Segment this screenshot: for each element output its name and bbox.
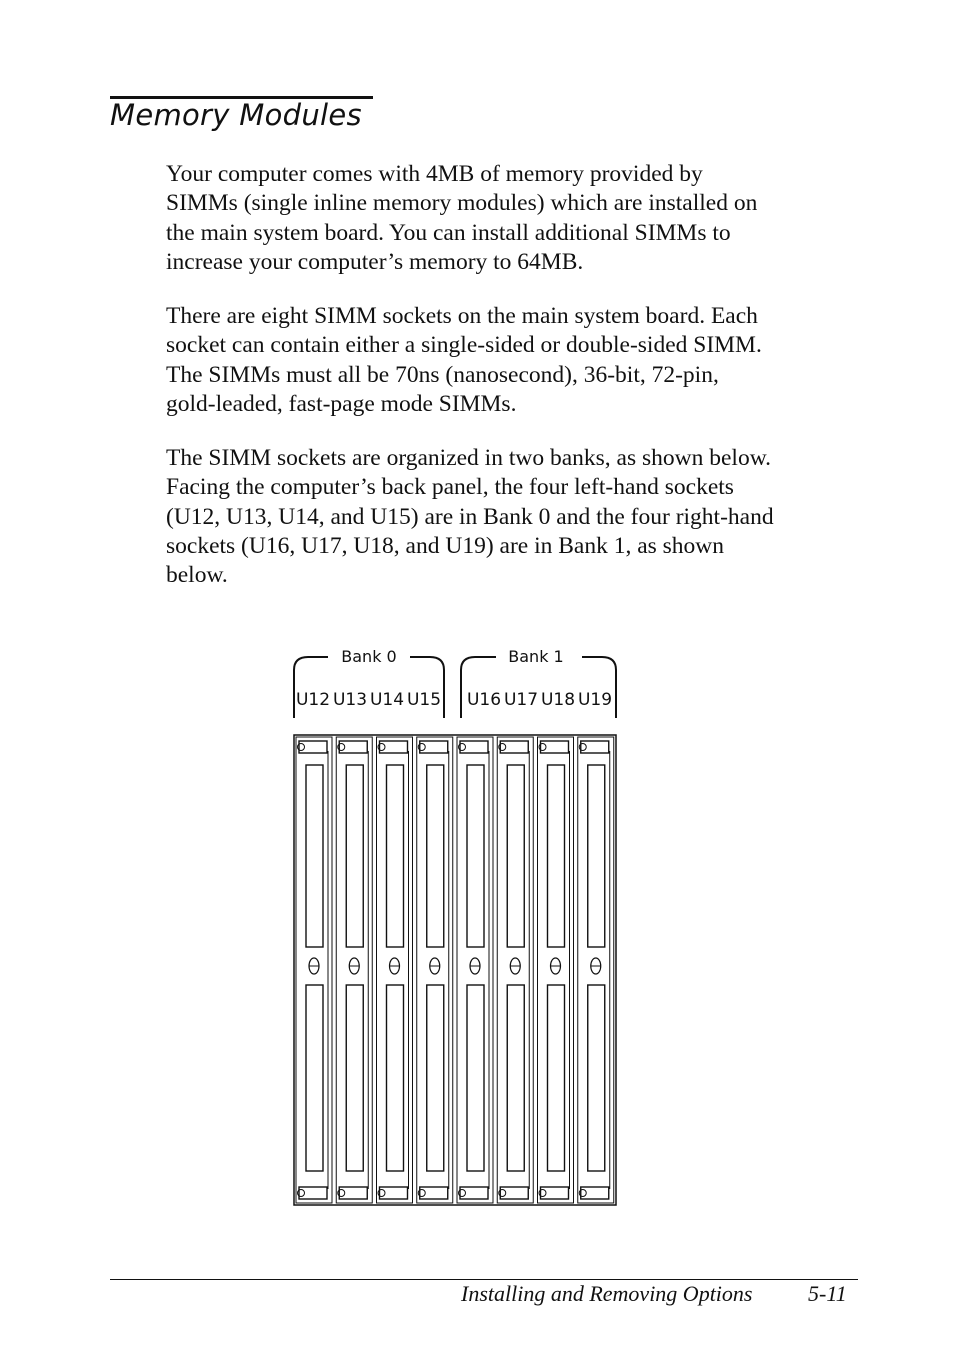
- paragraph-memory-intro: [166, 160, 866, 277]
- socket-frame: [417, 737, 453, 1203]
- socket-slot-upper: [588, 765, 605, 947]
- text-line: increase your computer’s memory to 64MB.: [166, 248, 584, 275]
- socket-slot-upper: [387, 765, 404, 947]
- socket-slot-lower: [467, 985, 484, 1171]
- text-line: below.: [166, 562, 228, 589]
- socket-label-u15: U15: [406, 690, 442, 710]
- simm-socket: [457, 737, 493, 1203]
- simm-socket-diagram: [282, 640, 632, 1220]
- simm-socket: [578, 737, 614, 1203]
- socket-slot-lower: [427, 985, 444, 1171]
- socket-bottom-latch: [541, 1187, 569, 1199]
- socket-label-u19: U19: [577, 690, 613, 710]
- text-line: gold-leaded, fast-page mode SIMMs.: [166, 390, 517, 417]
- socket-frame: [377, 737, 413, 1203]
- bank-0-label: Bank 0: [341, 647, 397, 666]
- socket-label-u17: U17: [503, 690, 539, 710]
- simm-sockets: [296, 737, 614, 1203]
- text-line: the main system board. You can install additional SIMMs to: [166, 219, 731, 246]
- socket-label-u13: U13: [332, 690, 368, 710]
- socket-bottom-latch: [339, 1187, 367, 1199]
- socket-slot-upper: [306, 765, 323, 947]
- socket-bottom-latch: [500, 1187, 528, 1199]
- socket-top-latch: [581, 741, 609, 753]
- simm-socket: [417, 737, 453, 1203]
- socket-frame: [457, 737, 493, 1203]
- text-line: socket can contain either a single-sided or double-sided SIMM.: [166, 332, 762, 359]
- socket-slot-lower: [548, 985, 565, 1171]
- socket-bottom-latch: [420, 1187, 448, 1199]
- socket-block-outline: [294, 735, 616, 1205]
- bank-1-label: Bank 1: [508, 647, 564, 666]
- text-line: The SIMM sockets are organized in two banks, as shown below.: [166, 445, 772, 471]
- socket-slot-lower: [346, 985, 363, 1171]
- footer-rule: [110, 1279, 858, 1280]
- text-line: sockets (U16, U17, U18, and U19) are in Bank 1, as shown: [166, 532, 725, 559]
- simm-socket: [377, 737, 413, 1203]
- socket-slot-lower: [387, 985, 404, 1171]
- socket-top-latch: [339, 741, 367, 753]
- socket-slot-upper: [346, 765, 363, 947]
- socket-slot-upper: [548, 765, 565, 947]
- socket-frame: [538, 737, 574, 1203]
- socket-slot-lower: [306, 985, 323, 1171]
- socket-bottom-latch: [299, 1187, 327, 1199]
- page-title: Memory Modules: [110, 98, 362, 132]
- socket-label-u16: U16: [466, 690, 502, 710]
- text-line: SIMMs (single inline memory modules) which are installed on: [166, 190, 758, 217]
- socket-bottom-latch: [460, 1187, 488, 1199]
- text-line: Facing the computer’s back panel, the four left-hand sockets: [166, 474, 734, 501]
- socket-top-latch: [420, 741, 448, 753]
- simm-socket: [336, 737, 372, 1203]
- paragraph-bank-organization: [166, 444, 866, 590]
- socket-frame: [497, 737, 533, 1203]
- socket-bottom-latch: [581, 1187, 609, 1199]
- socket-slot-lower: [588, 985, 605, 1171]
- socket-slot-upper: [507, 765, 524, 947]
- text-line: The SIMMs must all be 70ns (nanosecond), 36-bit, 72-pin,: [166, 361, 719, 388]
- text-line: (U12, U13, U14, and U15) are in Bank 0 and the four right-hand: [166, 503, 774, 530]
- socket-top-latch: [299, 741, 327, 753]
- socket-top-latch: [500, 741, 528, 753]
- socket-slot-upper: [427, 765, 444, 947]
- text-line: There are eight SIMM sockets on the main system board. Each: [166, 303, 758, 329]
- simm-socket: [497, 737, 533, 1203]
- footer-section-title: Installing and Removing Options: [461, 1281, 753, 1306]
- paragraph-simm-sockets: [166, 302, 866, 419]
- socket-frame: [296, 737, 332, 1203]
- socket-frame: [336, 737, 372, 1203]
- socket-top-latch: [460, 741, 488, 753]
- socket-label-u12: U12: [295, 690, 331, 710]
- socket-bottom-latch: [380, 1187, 408, 1199]
- text-line: Your computer comes with 4MB of memory provided by: [166, 161, 703, 187]
- socket-slot-upper: [467, 765, 484, 947]
- socket-top-latch: [380, 741, 408, 753]
- footer-page-number: 5-11: [808, 1281, 847, 1306]
- simm-socket: [296, 737, 332, 1203]
- socket-top-latch: [541, 741, 569, 753]
- simm-socket: [538, 737, 574, 1203]
- socket-frame: [578, 737, 614, 1203]
- socket-label-u14: U14: [369, 690, 405, 710]
- socket-slot-lower: [507, 985, 524, 1171]
- socket-label-u18: U18: [540, 690, 576, 710]
